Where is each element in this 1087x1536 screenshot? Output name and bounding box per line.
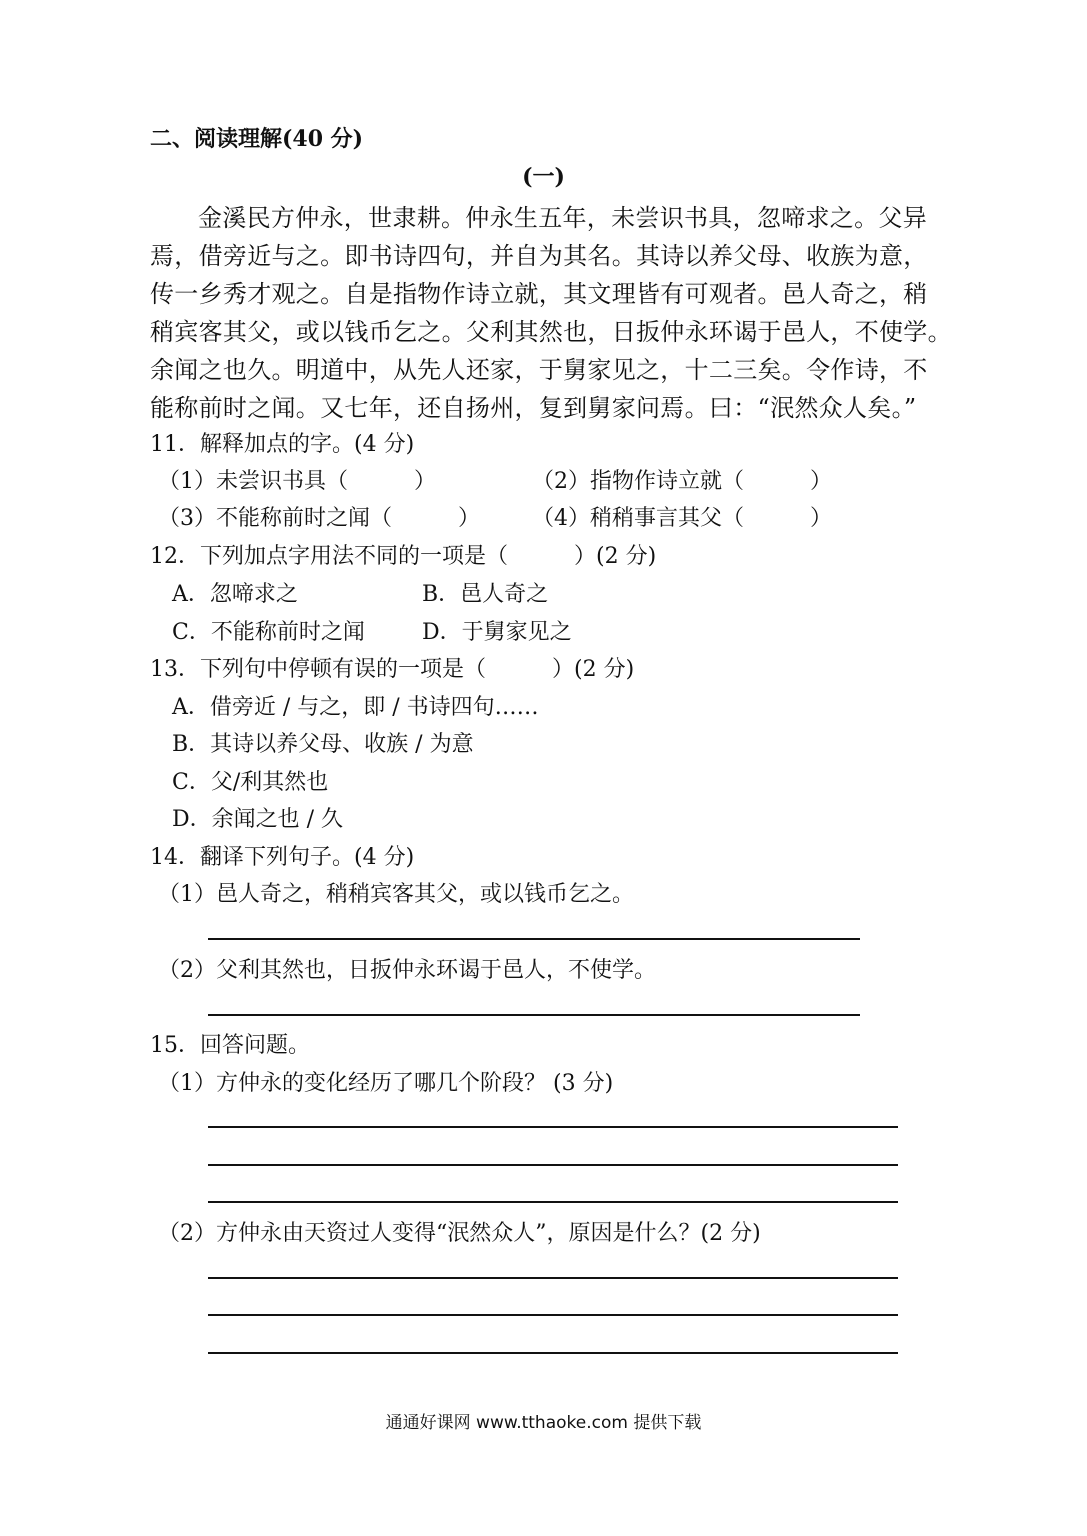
- question-12-stem: 12．下列加点字用法不同的一项是（ ）(2 分): [150, 544, 657, 569]
- section-title: 二、阅读理解(40 分): [150, 126, 364, 152]
- answer-line[interactable]: [208, 1314, 898, 1316]
- question-11-item-2: （2）指物作诗立就（ ）: [532, 469, 832, 494]
- question-15-item-2: （2）方仲永由天资过人变得“泯然众人”，原因是什么？(2 分): [158, 1221, 761, 1246]
- question-15-stem: 15．回答问题。: [150, 1033, 310, 1058]
- question-14-item-1: （1）邑人奇之，稍稍宾客其父，或以钱币乞之。: [158, 882, 634, 907]
- answer-line[interactable]: [208, 938, 860, 940]
- passage-line: 稍宾客其父，或以钱币乞之。父利其然也，日扳仲永环谒于邑人，不使学。: [150, 318, 952, 346]
- question-12-option-c: C．不能称前时之闻: [172, 620, 365, 645]
- answer-line[interactable]: [208, 1014, 860, 1016]
- question-11-stem: 11．解释加点的字。(4 分): [150, 432, 415, 457]
- question-12-option-b: B．邑人奇之: [422, 582, 549, 607]
- question-13-option-b: B．其诗以养父母、收族 / 为意: [172, 732, 474, 757]
- answer-line[interactable]: [208, 1164, 898, 1166]
- answer-line[interactable]: [208, 1277, 898, 1279]
- question-13-option-d: D．余闻之也 / 久: [172, 807, 344, 832]
- answer-line[interactable]: [208, 1352, 898, 1354]
- passage-line: 焉，借旁近与之。即书诗四句，并自为其名。其诗以养父母、收族为意，: [150, 242, 928, 270]
- answer-line[interactable]: [208, 1201, 898, 1203]
- question-11-item-4: （4）稍稍事言其父（ ）: [532, 506, 832, 531]
- passage-line: 能称前时之闻。又七年，还自扬州，复到舅家问焉。曰：“泯然众人矣。”: [150, 394, 917, 422]
- question-12-option-a: A．忽啼求之: [172, 582, 298, 607]
- passage-line: 金溪民方仲永，世隶耕。仲永生五年，未尝识书具，忽啼求之。父异: [198, 204, 927, 232]
- question-13-option-a: A．借旁近 / 与之，即 / 书诗四句……: [172, 695, 539, 720]
- question-11-item-1: （1）未尝识书具（ ）: [158, 469, 436, 494]
- question-12-option-d: D．于舅家见之: [422, 620, 572, 645]
- question-14-stem: 14．翻译下列句子。(4 分): [150, 845, 415, 870]
- question-15-item-1: （1）方仲永的变化经历了哪几个阶段？ (3 分): [158, 1071, 614, 1096]
- question-13-stem: 13．下列句中停顿有误的一项是（ ）(2 分): [150, 657, 635, 682]
- question-11-item-3: （3）不能称前时之闻（ ）: [158, 506, 480, 531]
- page-footer: 通通好课网 www.tthaoke.com 提供下载: [385, 1413, 702, 1433]
- passage-line: 传一乡秀才观之。自是指物作诗立就，其文理皆有可观者。邑人奇之，稍: [150, 280, 928, 308]
- answer-line[interactable]: [208, 1126, 898, 1128]
- passage-line: 余闻之也久。明道中，从先人还家，于舅家见之，十二三矣。令作诗，不: [150, 356, 928, 384]
- passage-subtitle: (一): [522, 164, 565, 190]
- question-13-option-c: C．父/利其然也: [172, 770, 329, 795]
- question-14-item-2: （2）父利其然也，日扳仲永环谒于邑人，不使学。: [158, 958, 656, 983]
